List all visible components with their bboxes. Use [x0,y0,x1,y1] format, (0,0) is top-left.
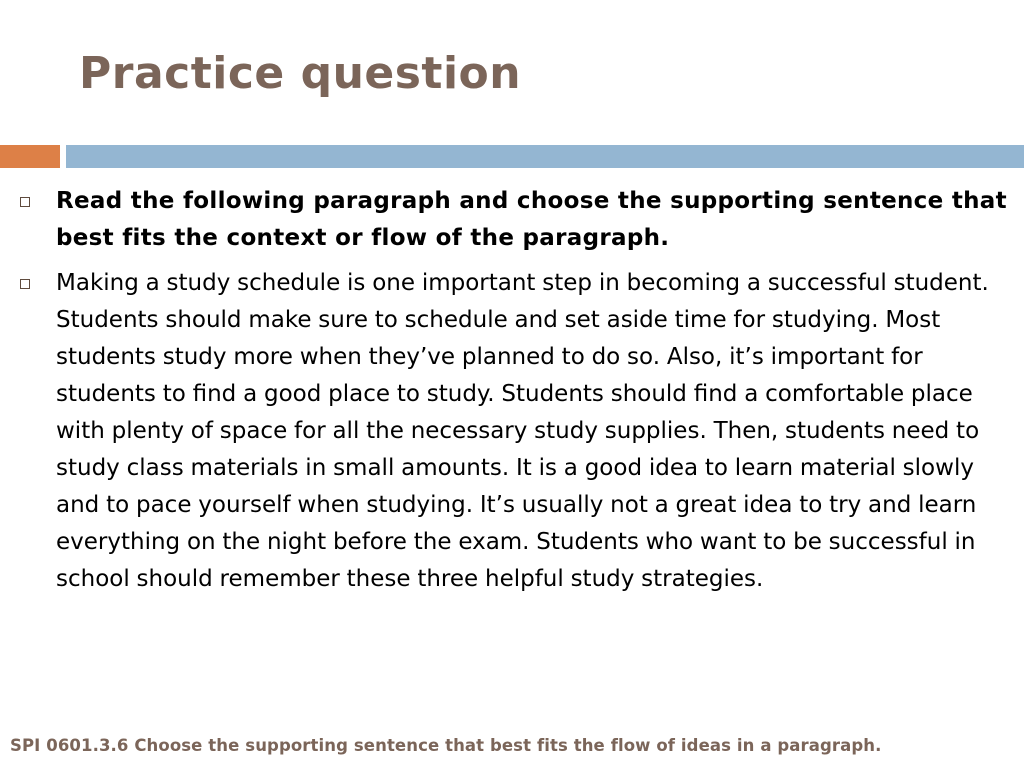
bullet-instruction [0,183,1024,257]
accent-bar-orange [0,145,60,168]
hollow-square-bullet-icon [20,197,30,207]
slide-content [0,183,1024,606]
slide-title: Practice question [79,48,522,99]
bullet-paragraph-text: Making a study schedule is one important step in becoming a successful student. Students should make sure to schedule and set aside time for studying. Most students study more when they’ve planned to do so. Also, it’s important for students to find a good place to study. Students should find a comfortable place with plenty of space for all the necessary study supplies. Then, students need to study class materials in small amounts. It is a good idea to learn material slowly and to pace yourself when studying. It’s usually not a great idea to try and learn everything on the night before the exam. Students who want to be successful in school should remember these three helpful study strategies. [56,270,989,592]
bullet-instruction-text: Read the following paragraph and choose the supporting sentence that best fits the context or flow of the paragraph. [56,188,1007,251]
accent-bar-blue [66,145,1024,168]
hollow-square-bullet-icon [20,279,30,289]
bullet-paragraph [0,265,1024,598]
footer-standard: SPI 0601.3.6 Choose the supporting sentence that best fits the flow of ideas in a paragraph. [10,736,882,755]
